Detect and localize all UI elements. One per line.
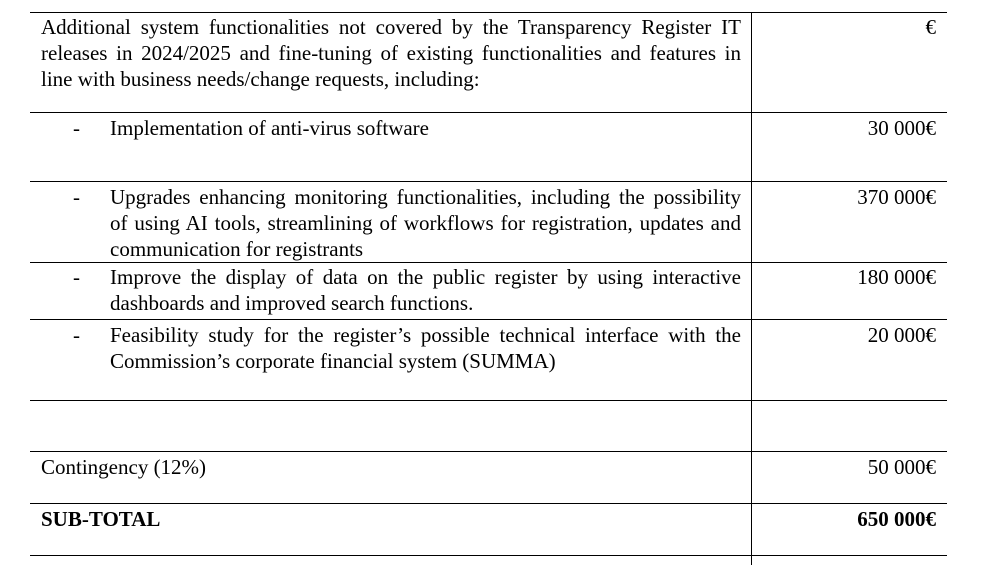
subtotal-amount: 650 000€	[857, 507, 936, 531]
column-divider	[751, 12, 752, 565]
contingency-amount: 50 000€	[867, 455, 936, 479]
item-amount: 30 000€	[867, 116, 936, 140]
table-rule	[30, 319, 947, 320]
table-rule	[30, 503, 947, 504]
table-rule	[30, 112, 947, 113]
table-rule	[30, 262, 947, 263]
item-dash: -	[73, 116, 80, 140]
item-amount: 370 000€	[857, 185, 936, 209]
contingency-label: Contingency (12%)	[41, 455, 207, 479]
item-amount: 20 000€	[867, 323, 936, 347]
table-rule	[30, 12, 947, 13]
item-amount: 180 000€	[857, 265, 936, 289]
header-currency: €	[925, 15, 936, 39]
table-rule	[30, 451, 947, 452]
subtotal-label: SUB-TOTAL	[41, 507, 161, 531]
item-dash: -	[73, 185, 80, 209]
item-text: Implementation of anti-virus software	[110, 116, 429, 140]
item-dash: -	[73, 323, 80, 347]
item-text: Improve the display of data on the public register by using interactive dashboards and improved search functions.	[110, 265, 741, 315]
item-text: Upgrades enhancing monitoring functionalities, including the possibility of using AI tools, streamlining of workflows for registration, updates and communication for registrants	[110, 185, 741, 261]
table-rule	[30, 555, 947, 556]
table-rule	[30, 181, 947, 182]
item-dash: -	[73, 265, 80, 289]
item-text: Feasibility study for the register’s possible technical interface with the Commission’s corporate financial system (SUMMA)	[110, 323, 741, 373]
table-rule	[30, 400, 947, 401]
header-description: Additional system functionalities not covered by the Transparency Register IT releases in 2024/2025 and fine-tuning of existing functionalities and features in line with business needs/change requests, including:	[41, 15, 741, 91]
